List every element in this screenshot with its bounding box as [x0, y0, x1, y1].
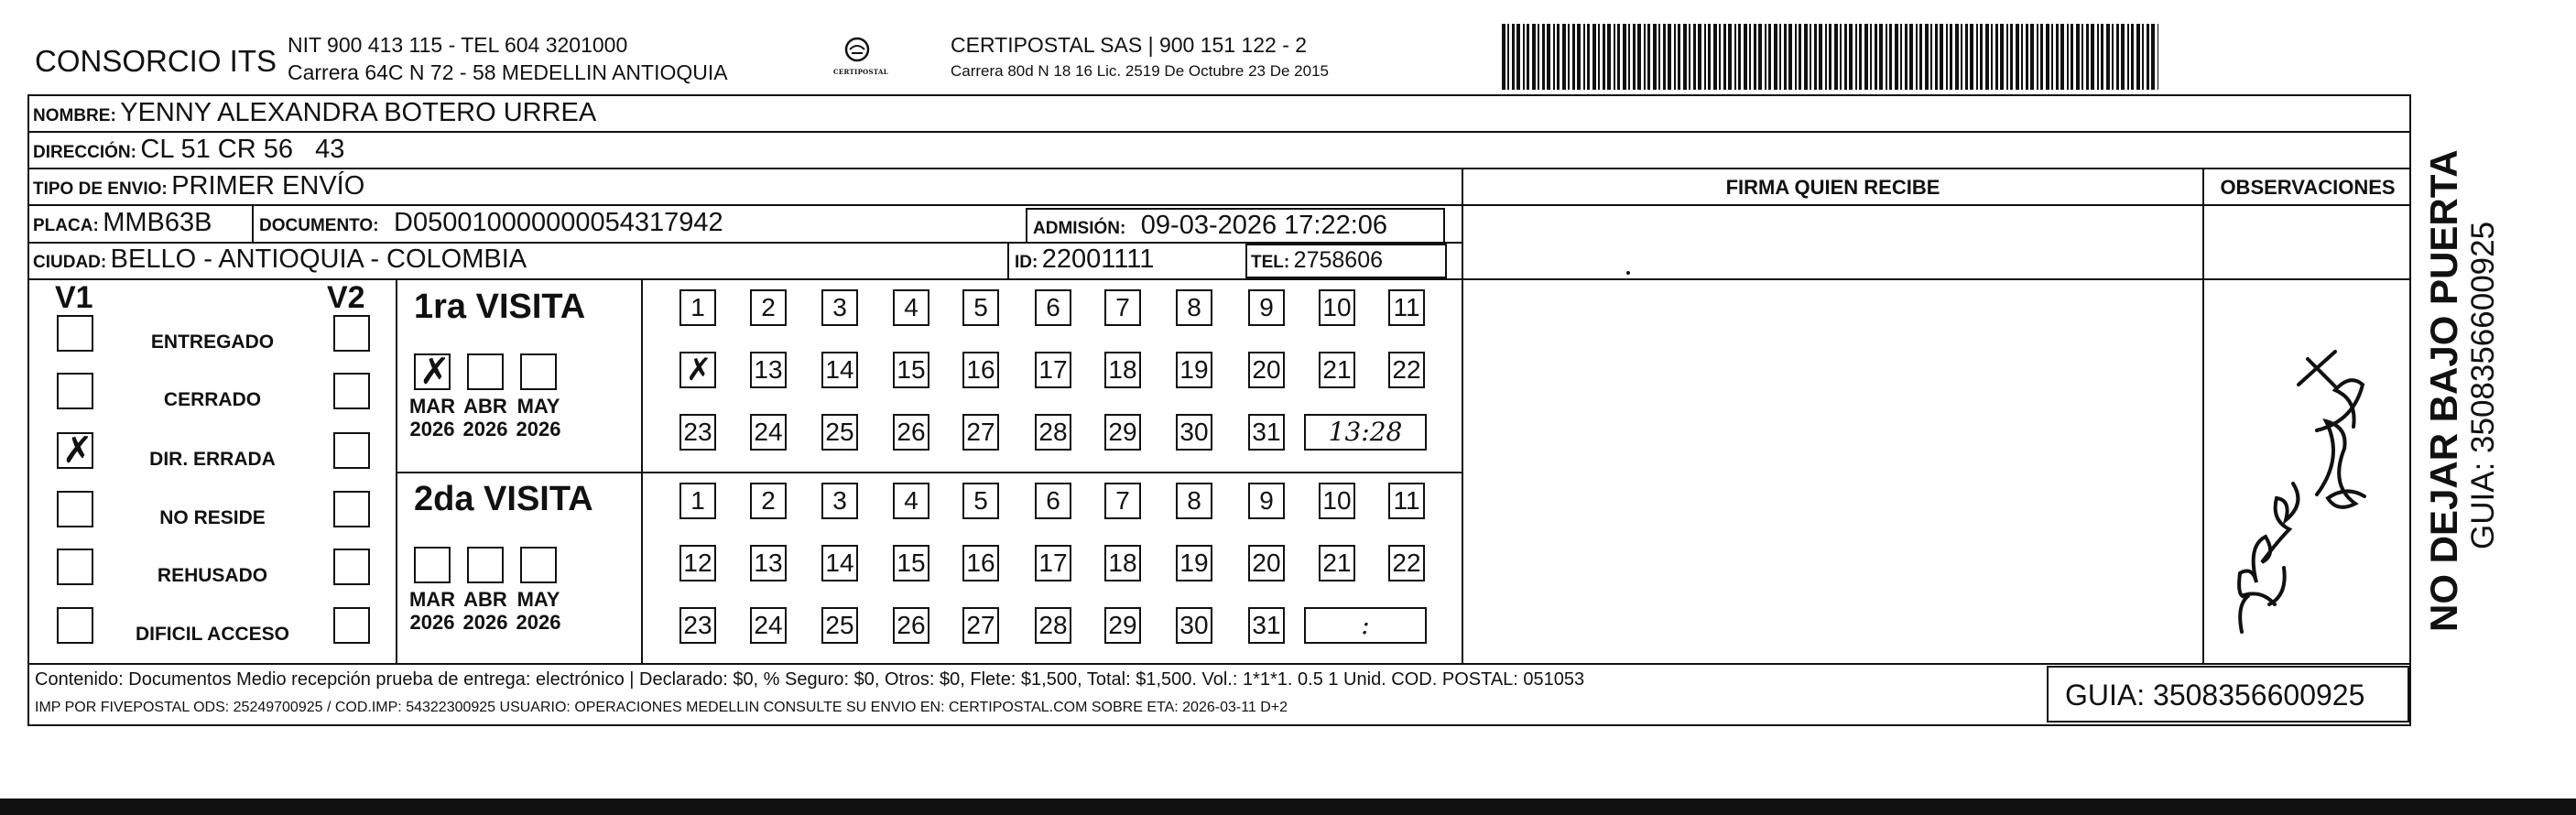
barcode-bar — [2142, 24, 2144, 90]
visit2-day-box[interactable]: 21 — [1319, 545, 1355, 581]
visit1-day-box[interactable]: 5 — [962, 289, 999, 326]
barcode-bar — [1693, 24, 1696, 90]
barcode-bar — [1719, 24, 1721, 90]
visit1-day-box[interactable]: 21 — [1319, 352, 1355, 388]
v2-checkbox[interactable] — [333, 607, 370, 644]
barcode-bar — [1855, 24, 1857, 90]
barcode-bar — [1799, 24, 1801, 90]
barcode-bar — [1909, 24, 1913, 90]
footer-imp: IMP POR FIVEPOSTAL ODS: 25249700925 / COD.IMP: 54322300925 USUARIO: OPERACIONES MEDELLIN CONSULTE SU ENVIO EN: CERTIPOSTAL.COM SOBRE ETA: 2026-03-11 D+2 — [35, 700, 1288, 715]
barcode-bar — [1572, 24, 1575, 90]
barcode-bar — [1749, 24, 1751, 90]
recipient-address: CL 51 CR 56 43 — [140, 135, 345, 164]
v2-checkbox[interactable] — [333, 491, 370, 527]
visit1-day-box[interactable]: 20 — [1248, 352, 1285, 388]
barcode-bar — [1553, 24, 1555, 90]
visit2-day-box[interactable]: 30 — [1176, 607, 1212, 644]
visit1-day-box[interactable] — [679, 352, 716, 388]
visit1-day-box[interactable]: 6 — [1035, 289, 1071, 326]
v2-checkbox[interactable] — [333, 432, 370, 469]
company-name: CONSORCIO ITS — [35, 44, 277, 78]
visit1-day-box[interactable]: 7 — [1104, 289, 1141, 326]
visit2-day-box[interactable]: 22 — [1388, 545, 1425, 581]
visit2-day-box[interactable]: 27 — [962, 607, 999, 644]
v2-header: V2 — [327, 280, 365, 315]
admission-label: ADMISIÓN: — [1033, 219, 1126, 238]
barcode-bar — [2000, 24, 2004, 90]
visit1-month-checkbox[interactable] — [520, 353, 557, 390]
barcode-bar — [1516, 24, 1520, 90]
barcode-bar — [1658, 24, 1660, 90]
side-guide: GUIA: 3508356600925 — [2465, 221, 2501, 549]
handwritten-observation — [2216, 330, 2399, 641]
visit2-month-label: ABR 2026 — [462, 588, 508, 634]
barcode-bar — [1844, 24, 1847, 90]
barcode-bar — [2081, 24, 2083, 90]
visit2-day-box[interactable]: 12 — [679, 545, 716, 581]
visit1-day-box[interactable]: 23 — [679, 414, 716, 451]
barcode-bar — [1607, 24, 1611, 90]
barcode-bar — [1723, 24, 1726, 90]
barcode-bar — [1946, 24, 1948, 90]
barcode-bar — [1765, 24, 1766, 90]
city-label: CIUDAD: — [33, 253, 107, 272]
v1-checkbox[interactable] — [57, 315, 93, 352]
barcode-bar — [1810, 24, 1811, 90]
v2-checkbox[interactable] — [333, 315, 370, 352]
footer-contents: Contenido: Documentos Medio recepción prueba de entrega: electrónico | Declarado: $0, % Seguro: $0, Otros: $0, Flete: $1,500, Total: $1,500. Vol.: 1*1*1. 0.5 1 Unid. COD. POSTAL: 051053 — [35, 669, 1585, 690]
visit2-day-box[interactable]: 10 — [1319, 483, 1355, 519]
barcode-bar — [1795, 24, 1797, 90]
visit1-month-label: MAY 2026 — [516, 395, 561, 440]
signature-header: FIRMA QUIEN RECIBE — [1725, 176, 1940, 199]
visit2-day-box[interactable]: 14 — [821, 545, 858, 581]
visit2-day-box[interactable]: 15 — [893, 545, 929, 581]
address-row — [33, 135, 344, 165]
v1-checkbox[interactable] — [57, 549, 93, 585]
plate-row — [33, 208, 212, 238]
barcode-bar — [1970, 24, 1973, 90]
barcode-bar — [1825, 24, 1827, 90]
visit2-day-box[interactable]: 4 — [893, 483, 929, 519]
barcode-bar — [1965, 24, 1968, 90]
barcode-bar — [1668, 24, 1671, 90]
company-nit-tel: NIT 900 413 115 - TEL 604 3201000 — [288, 33, 628, 57]
visit1-title: 1ra VISITA — [414, 288, 586, 326]
side-warning: NO DEJAR BAJO PUERTA — [2422, 149, 2465, 632]
visit1-day-box[interactable]: 2 — [750, 289, 787, 326]
barcode-bar — [1768, 24, 1771, 90]
tel-value: 2758606 — [1293, 247, 1383, 273]
barcode-bar — [1814, 24, 1817, 90]
barcode-bar — [2076, 24, 2080, 90]
visit2-day-box[interactable]: 17 — [1035, 545, 1071, 581]
visit2-day-box[interactable]: 1 — [679, 483, 716, 519]
visit2-day-box[interactable]: 25 — [821, 607, 858, 644]
visit2-month-label: MAY 2026 — [516, 588, 561, 634]
barcode-bar — [1840, 24, 1842, 90]
v1-checkbox[interactable] — [57, 491, 93, 527]
barcode-bar — [1955, 24, 1959, 90]
admission-row — [1033, 211, 1387, 241]
barcode-bar — [1905, 24, 1908, 90]
barcode-bar — [2091, 24, 2094, 90]
barcode-bar — [1889, 24, 1892, 90]
barcode-bar — [2040, 24, 2043, 90]
tel-row — [1251, 247, 1383, 274]
barcode-bar — [1859, 24, 1862, 90]
visit1-month-checkbox[interactable] — [414, 351, 451, 393]
barcode-bar — [1538, 24, 1539, 90]
address-label: DIRECCIÓN: — [33, 143, 136, 162]
barcode-bar — [1728, 24, 1732, 90]
visit2-month-checkbox[interactable] — [467, 547, 504, 583]
visit1-day-box[interactable]: 26 — [893, 414, 929, 451]
visit1-month-label: ABR 2026 — [462, 395, 508, 440]
barcode-bar — [1976, 24, 1978, 90]
barcode-bar — [1587, 24, 1590, 90]
visit1-day-box[interactable]: 22 — [1388, 352, 1425, 388]
visit1-day-box[interactable]: 16 — [962, 352, 999, 388]
barcode-bar — [1935, 24, 1938, 90]
visit1-day-box[interactable]: 19 — [1176, 352, 1212, 388]
barcode-bar — [2116, 24, 2119, 90]
barcode-bar — [1547, 24, 1550, 90]
visit1-day-box[interactable]: 31 — [1248, 414, 1285, 451]
barcode-bar — [2127, 24, 2129, 90]
v2-checkbox[interactable] — [333, 373, 370, 409]
barcode-bar — [2016, 24, 2019, 90]
visit1-day-box[interactable]: 27 — [962, 414, 999, 451]
barcode-bar — [1774, 24, 1777, 90]
visit1-day-box[interactable]: 3 — [821, 289, 858, 326]
option-label: REHUSADO — [157, 565, 268, 586]
visit1-time-box[interactable]: 13:28 — [1304, 414, 1427, 451]
barcode-bar — [2026, 24, 2028, 90]
barcode-bar — [1577, 24, 1581, 90]
barcode-bar — [2010, 24, 2013, 90]
visit1-day-box[interactable]: 28 — [1035, 414, 1071, 451]
carrier-license: Carrera 80d N 18 16 Lic. 2519 De Octubre 23 De 2015 — [951, 62, 1329, 80]
barcode-bar — [1925, 24, 1929, 90]
ship-type-value: PRIMER ENVÍO — [171, 171, 365, 201]
visit2-day-box[interactable]: 28 — [1035, 607, 1071, 644]
visit2-day-box[interactable]: 13 — [750, 545, 787, 581]
visit1-day-box[interactable]: 10 — [1319, 289, 1355, 326]
barcode-bar — [2037, 24, 2038, 90]
barcode-bar — [2101, 24, 2103, 90]
barcode-bar — [1704, 24, 1706, 90]
visit1-day-box[interactable]: 11 — [1388, 289, 1425, 326]
barcode-bar — [1708, 24, 1711, 90]
barcode-bar — [1879, 24, 1883, 90]
barcode-bar — [1592, 24, 1596, 90]
barcode-bar — [1834, 24, 1838, 90]
barcode-bar — [1930, 24, 1932, 90]
id-value: 22001111 — [1041, 244, 1155, 274]
barcode-bar — [2147, 24, 2149, 90]
side-text — [2423, 82, 2533, 632]
visit2-day-box[interactable]: 29 — [1104, 607, 1141, 644]
v1-check-mark: ✗ — [62, 429, 93, 472]
barcode-bar — [2112, 24, 2114, 90]
document-value: D050010000000054317942 — [394, 208, 723, 237]
barcode-bar — [1663, 24, 1666, 90]
visit2-day-box[interactable]: 26 — [893, 607, 929, 644]
barcode-bar — [1758, 24, 1762, 90]
barcode-bar — [1991, 24, 1993, 90]
visit1-day-box[interactable]: 4 — [893, 289, 929, 326]
barcode-bar — [1644, 24, 1646, 90]
city-value: BELLO - ANTIOQUIA - COLOMBIA — [110, 244, 527, 274]
barcode-bar — [1614, 24, 1615, 90]
name-label: NOMBRE: — [33, 106, 116, 125]
ship-type-label: TIPO DE ENVIO: — [33, 179, 168, 199]
barcode-bar — [2046, 24, 2049, 90]
carrier-name: CERTIPOSTAL SAS | 900 151 122 - 2 — [951, 33, 1308, 57]
barcode-bar — [1557, 24, 1560, 90]
barcode-bar — [1779, 24, 1781, 90]
barcode-bar — [2030, 24, 2034, 90]
visit2-day-box[interactable]: 7 — [1104, 483, 1141, 519]
barcode-bar — [1870, 24, 1872, 90]
v2-checkbox[interactable] — [333, 549, 370, 585]
barcode-bar — [1502, 24, 1505, 90]
barcode-bar — [1683, 24, 1687, 90]
barcode-bar — [1919, 24, 1922, 90]
option-label: CERRADO — [163, 389, 262, 410]
visit1-day-box[interactable]: 13 — [750, 352, 787, 388]
barcode-bar — [1744, 24, 1747, 90]
barcode-bar — [1507, 24, 1509, 90]
barcode-bar — [1512, 24, 1515, 90]
barcode-bar — [1900, 24, 1902, 90]
visit1-month-label: MAR 2026 — [408, 395, 456, 440]
barcode-bar — [1623, 24, 1626, 90]
barcode-bar — [1916, 24, 1918, 90]
visit2-day-box[interactable]: 8 — [1176, 483, 1212, 519]
barcode-bar — [2056, 24, 2059, 90]
barcode-bar — [2121, 24, 2125, 90]
visit2-day-box[interactable]: 5 — [962, 483, 999, 519]
visit2-time-box[interactable]: : — [1304, 607, 1427, 644]
visit1-day-box[interactable]: 29 — [1104, 414, 1141, 451]
barcode-bar — [1698, 24, 1701, 90]
document-row — [259, 208, 723, 238]
barcode-bar — [2106, 24, 2110, 90]
option-label: NO RESIDE — [159, 507, 266, 528]
barcode-bar — [2136, 24, 2140, 90]
barcode-bar — [2131, 24, 2134, 90]
barcode-bar — [2097, 24, 2099, 90]
barcode-bar — [1628, 24, 1630, 90]
barcode-bar — [1713, 24, 1717, 90]
visit2-month-checkbox[interactable] — [414, 547, 451, 583]
barcode-bar — [1980, 24, 1983, 90]
visit2-day-box[interactable]: 16 — [962, 545, 999, 581]
barcode-bar — [2021, 24, 2023, 90]
barcode-bar — [1637, 24, 1641, 90]
visit2-day-box[interactable]: 3 — [821, 483, 858, 519]
plate-label: PLACA: — [33, 216, 99, 235]
barcode-bar — [1886, 24, 1887, 90]
visit2-title: 2da VISITA — [414, 480, 593, 518]
barcode-bar — [1603, 24, 1605, 90]
barcode-bar — [1653, 24, 1657, 90]
visit1-day-mark: ✗ — [686, 352, 712, 388]
visit1-month-mark: ✗ — [419, 351, 451, 393]
visit1-day-box[interactable]: 30 — [1176, 414, 1212, 451]
visit2-day-box[interactable]: 31 — [1248, 607, 1285, 644]
visit1-day-box[interactable]: 14 — [821, 352, 858, 388]
barcode-bar — [1985, 24, 1989, 90]
barcode-bar — [1895, 24, 1898, 90]
barcode-bar — [2071, 24, 2073, 90]
visit1-day-box[interactable]: 18 — [1104, 352, 1141, 388]
dot-mark — [1626, 271, 1630, 275]
tel-label: TEL: — [1251, 253, 1290, 272]
visit1-day-box[interactable]: 9 — [1248, 289, 1285, 326]
barcode-bar — [1633, 24, 1636, 90]
visit1-day-box[interactable]: 17 — [1035, 352, 1071, 388]
barcode-bar — [1961, 24, 1962, 90]
v1-checkbox[interactable] — [57, 373, 93, 409]
visit1-day-box[interactable]: 8 — [1176, 289, 1212, 326]
v1-checkbox[interactable] — [57, 429, 93, 472]
visit1-day-box[interactable]: 24 — [750, 414, 787, 451]
barcode-bar — [2006, 24, 2008, 90]
visit2-day-box[interactable]: 19 — [1176, 545, 1212, 581]
barcode-bar — [1804, 24, 1808, 90]
barcode-bar — [1950, 24, 1952, 90]
barcode-bar — [1734, 24, 1736, 90]
ship-type-row — [33, 171, 364, 201]
option-label: DIR. ERRADA — [149, 449, 276, 470]
visit2-day-box[interactable]: 23 — [679, 607, 716, 644]
id-row — [1015, 244, 1154, 275]
visit2-month-label: MAR 2026 — [408, 588, 456, 634]
barcode-bar — [1678, 24, 1680, 90]
visit2-month-checkbox[interactable] — [520, 547, 557, 583]
visit1-day-box[interactable]: 25 — [821, 414, 858, 451]
barcode-bar — [1849, 24, 1853, 90]
id-label: ID: — [1015, 253, 1038, 272]
barcode-bar — [1583, 24, 1585, 90]
visit1-day-box[interactable]: 15 — [893, 352, 929, 388]
barcode-bar — [2060, 24, 2064, 90]
option-label: DIFICIL ACCESO — [135, 624, 289, 645]
document-label: DOCUMENTO: — [259, 216, 379, 235]
barcode-bar — [1617, 24, 1620, 90]
barcode-bar — [2067, 24, 2069, 90]
barcode-bar — [1689, 24, 1690, 90]
visit2-day-box[interactable]: 9 — [1248, 483, 1285, 519]
company-address: Carrera 64C N 72 - 58 MEDELLIN ANTIOQUIA — [288, 60, 728, 84]
logo-text: CERTIPOSTAL — [833, 68, 888, 76]
bottom-bar — [0, 799, 2576, 815]
barcode-bar — [1523, 24, 1525, 90]
barcode-bar — [1562, 24, 1566, 90]
barcode-bar — [1674, 24, 1676, 90]
signature-area — [1463, 205, 2202, 663]
barcode-bar — [1754, 24, 1756, 90]
admission-value: 09-03-2026 17:22:06 — [1140, 211, 1388, 240]
barcode-bar — [1875, 24, 1877, 90]
barcode-bar — [1542, 24, 1545, 90]
barcode-bar — [2086, 24, 2089, 90]
barcode-bar — [1598, 24, 1600, 90]
barcode-bar — [1532, 24, 1536, 90]
recipient-name: YENNY ALEXANDRA BOTERO URREA — [120, 98, 597, 127]
barcode-bar — [1527, 24, 1529, 90]
visit2-day-box[interactable]: 2 — [750, 483, 787, 519]
barcode-bar — [2151, 24, 2155, 90]
visit2-day-box[interactable]: 20 — [1248, 545, 1285, 581]
barcode-bar — [1788, 24, 1792, 90]
barcode-bar — [1738, 24, 1741, 90]
name-row — [33, 98, 596, 128]
certipostal-logo — [830, 33, 888, 88]
visit2-day-box[interactable]: 11 — [1388, 483, 1425, 519]
v1-checkbox[interactable] — [57, 607, 93, 644]
observations-header: OBSERVACIONES — [2220, 176, 2396, 199]
barcode-bar — [1568, 24, 1570, 90]
v1-header: V1 — [55, 280, 93, 315]
barcode-bar — [1995, 24, 1998, 90]
city-row — [33, 244, 527, 275]
visit1-day-box[interactable]: 1 — [679, 289, 716, 326]
visit2-day-box[interactable]: 18 — [1104, 545, 1141, 581]
barcode-bar — [1829, 24, 1831, 90]
footer-guide: GUIA: 3508356600925 — [2065, 679, 2365, 712]
option-label: ENTREGADO — [150, 331, 275, 353]
plate-value: MMB63B — [103, 208, 212, 237]
visit2-day-box[interactable]: 6 — [1035, 483, 1071, 519]
visit2-day-box[interactable]: 24 — [750, 607, 787, 644]
barcode-bar — [1864, 24, 1868, 90]
barcode-bar — [2051, 24, 2053, 90]
visit1-month-checkbox[interactable] — [467, 353, 504, 390]
barcode-bar — [1819, 24, 1822, 90]
barcode-bar — [1784, 24, 1787, 90]
barcode — [1502, 24, 2158, 90]
barcode-bar — [1940, 24, 1943, 90]
barcode-bar — [1647, 24, 1650, 90]
